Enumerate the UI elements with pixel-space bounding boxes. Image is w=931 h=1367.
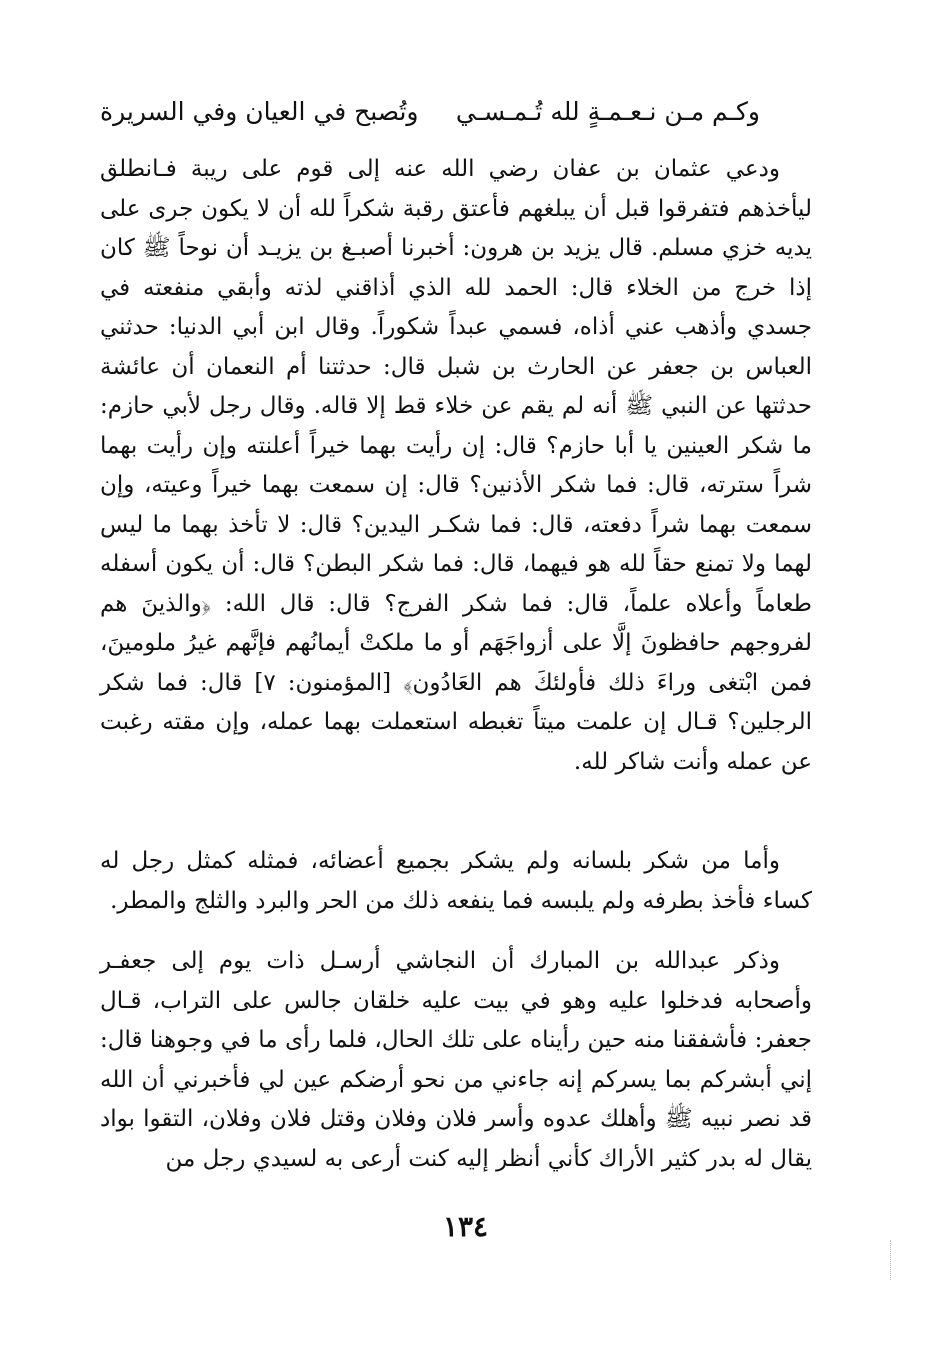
paragraph-najashi: وذكر عبدالله بن المبارك أن النجاشي أرسـل ذات يوم إلى جعفـر وأصحابه فدخلوا عليه وهو في بيت عليه خلقان جالس على التراب، قـال جعفر: فأشفقنا منه حين رأيناه على تلك الحال، فلما رأى ما في وجوهنا قال: إني أبشركم بما يسركم إنه جاءني من نحو أرضكم عين لي فأخبرني أن الله قد نصر نبيه ﷺ وأهلك عدوه وأسر فلان وفلان وقتل فلان وفلان، التقوا بواد يقال له بدر كثير الأراك كأني أنظر إليه كنت أرعى به لسيدي رجل من [100, 948, 812, 1172]
verse-first-hemistich: وكـم مـن نـعـمـةٍ لله تُـمـسـي [455, 97, 760, 126]
paragraph-block-2 [100, 842, 812, 921]
paragraph-block-3 [100, 942, 812, 1179]
paragraph-block-1 [100, 150, 812, 782]
poetry-verse [100, 82, 760, 142]
paragraph-uthman-and-thanks: ودعي عثمان بن عفان رضي الله عنه إلى قوم على ريبة فـانطلق ليأخذهم فتفرقوا قبل أن يبلغهم فأعتق رقبة شكراً لله أن لا يكون جرى على يديه خزي مسلم. قال يزيد بن هرون: أخبرنا أصبـغ بن يزيـد أن نوحاً ﷺ كان إذا خرج من الخلاء قال: الحمد لله الذي أذاقني لذته وأبقي منفعته في جسدي وأذهب عني أذاه، فسمي عبداً شكوراً. وقال ابن أبي الدنيا: حدثني العباس بن جعفر عن الحارث بن شبل قال: حدثتنا أم النعمان أن عائشة حدثتها عن النبي ﷺ أنه لم يقم عن خلاء قط إلا قاله. وقال رجل لأبي حازم: ما شكر العينين يا أبا حازم؟ قال: إن رأيت بهما خيراً أعلنته وإن رأيت بهما شراً سترته، قال: فما شكر الأذنين؟ قال: إن سمعت بهما خيراً وعيته، وإن سمعت بهما شراً دفعته، قال: فما شكـر اليدين؟ قال: لا تأخذ بهما ما ليس لهما ولا تمنع حقاً لله هو فيهما، قال: فما شكر البطن؟ قال: أن يكون أسفله طعاماً وأعلاه علماً، قال: فما شكر الفرج؟ قال: قال الله: ﴿والذينَ هم لفروجهم حافظونَ إلَّا على أزواجَهَم أو ما ملكتْ أيمانُهم فإنَّهم غيرُ ملومينَ، فمن ابْتغى وراءَ ذلك فأولئكَ هم العَادُون﴾ [المؤمنون: ٧] قال: فما شكر الرجلين؟ قـال إن علمت ميتاً تغبطه استعملت بهما عمله، وإن مقته رغبت عن عمله وأنت شاكر لله. [100, 156, 812, 775]
margin-dotted-mark [888, 1240, 891, 1280]
verse-second-hemistich: وتُصبح في العيان وفي السريرة [100, 97, 419, 126]
page-number: ١٣٤ [442, 1210, 489, 1243]
paragraph-tongue-thanks: وأما من شكر بلسانه ولم يشكر بجميع أعضائه، فمثله كمثل رجل له كساء فأخذ بطرفه ولم يلبسه فما ينفعه ذلك من الحر والبرد والثلج والمطر. [100, 848, 812, 914]
